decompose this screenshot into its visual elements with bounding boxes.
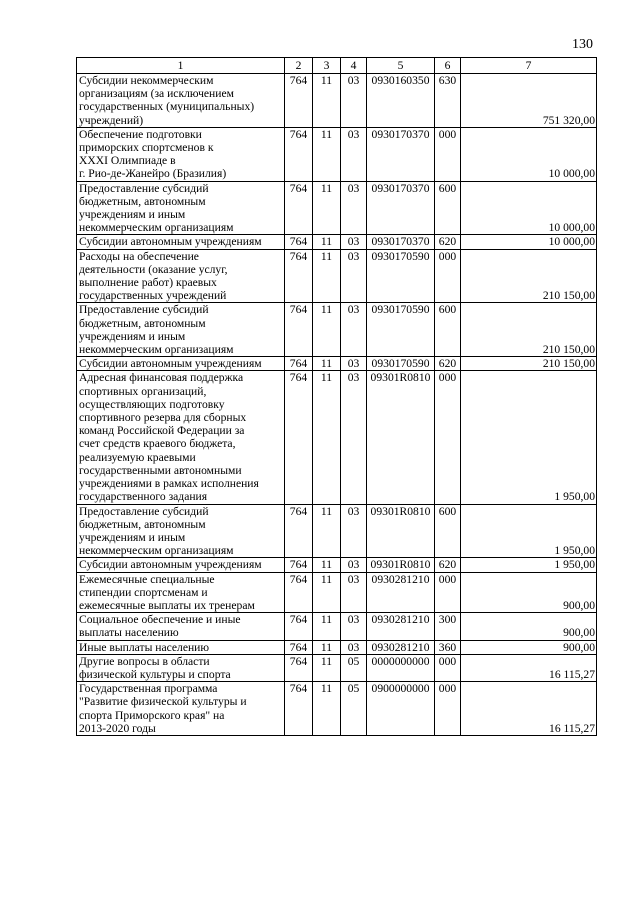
amount-cell: 900,00 [461,572,597,613]
page-number: 130 [572,37,593,52]
expense-type-cell: 620 [435,558,461,572]
table-row [77,613,597,640]
row-name-line: г. Рио-де-Жанейро (Бразилия) [79,167,227,181]
row-name-line: организациям (за исключением [79,87,234,101]
row-name-line: физической культуры и спорта [79,667,231,681]
subsection-code-cell: 03 [341,572,367,613]
ministry-code-cell: 764 [285,371,313,504]
table-row [77,127,597,181]
row-name-line: XXXI Олимпиаде в [79,154,176,168]
row-name-line: Социальное обеспечение и иные [79,613,241,627]
target-article-cell: 0930170590 [367,249,435,303]
target-article-cell: 0930170590 [367,303,435,357]
section-code-cell: 11 [313,682,341,736]
subsection-code-cell: 03 [341,249,367,303]
amount-cell: 1 950,00 [461,371,597,504]
subsection-code-cell: 03 [341,558,367,572]
row-name-line: спортивного резерва для сборных [79,411,247,425]
section-code-cell: 11 [313,558,341,572]
row-name-line: выплаты населению [79,626,179,640]
expense-type-cell: 630 [435,74,461,128]
expense-type-cell: 000 [435,654,461,681]
row-name-line: Государственная программа [79,682,218,696]
expense-type-cell: 360 [435,640,461,654]
expense-type-cell: 600 [435,181,461,235]
ministry-code-cell: 764 [285,357,313,371]
ministry-code-cell: 764 [285,303,313,357]
row-name-line: бюджетным, автономным [79,194,206,208]
expense-type-cell: 600 [435,303,461,357]
header-row [77,58,597,74]
table-row [77,249,597,303]
row-name-line: Субсидии автономным учреждениям [79,558,262,572]
row-name-line: Субсидии некоммерческим [79,74,214,87]
ministry-code-cell: 764 [285,613,313,640]
section-code-cell: 11 [313,654,341,681]
row-name-line: приморских спортсменов к [79,141,214,155]
row-name-line: спортивных организаций, [79,384,207,398]
row-name-cell [77,303,285,357]
section-code-cell: 11 [313,640,341,654]
row-name-cell [77,682,285,736]
row-name-line: государственными автономными [79,463,242,477]
section-code-cell: 11 [313,613,341,640]
ministry-code-cell: 764 [285,181,313,235]
header-cell-2: 2 [285,58,313,74]
table-row [77,303,597,357]
row-name-line: учреждений) [79,113,144,127]
table-row [77,235,597,249]
ministry-code-cell: 764 [285,640,313,654]
amount-cell: 1 950,00 [461,558,597,572]
section-code-cell: 11 [313,235,341,249]
expense-type-cell: 620 [435,357,461,371]
amount-cell: 16 115,27 [461,682,597,736]
subsection-code-cell: 03 [341,235,367,249]
header-cell-4: 4 [341,58,367,74]
row-name-line: государственного задания [79,490,208,504]
row-name-cell [77,357,285,371]
budget-table [76,57,597,736]
row-name-line: государственных учреждений [79,289,227,303]
target-article-cell: 0930170370 [367,235,435,249]
subsection-code-cell: 03 [341,181,367,235]
row-name-cell [77,371,285,504]
row-name-cell [77,249,285,303]
row-name-line: Ежемесячные специальные [79,572,215,586]
table-row [77,357,597,371]
row-name-cell [77,181,285,235]
subsection-code-cell: 03 [341,640,367,654]
header-cell-3: 3 [313,58,341,74]
target-article-cell: 0930170370 [367,127,435,181]
expense-type-cell: 000 [435,127,461,181]
row-name-line: деятельности (оказание услуг, [79,262,228,276]
table-row [77,181,597,235]
row-name-line: учреждениям и иным [79,329,186,343]
expense-type-cell: 620 [435,235,461,249]
header-cell-1: 1 [77,58,285,74]
expense-type-cell: 000 [435,572,461,613]
subsection-code-cell: 03 [341,74,367,128]
section-code-cell: 11 [313,357,341,371]
row-name-line: выполнение работ) краевых [79,276,217,290]
table-row [77,572,597,613]
amount-cell: 10 000,00 [461,127,597,181]
ministry-code-cell: 764 [285,74,313,128]
amount-cell: 1 950,00 [461,504,597,558]
table-row [77,371,597,504]
subsection-code-cell: 03 [341,357,367,371]
target-article-cell: 0930170370 [367,181,435,235]
table-body [77,74,597,736]
table-row [77,558,597,572]
target-article-cell: 0930160350 [367,74,435,128]
amount-cell: 210 150,00 [461,303,597,357]
amount-cell: 210 150,00 [461,357,597,371]
ministry-code-cell: 764 [285,504,313,558]
row-name-line: некоммерческим организациям [79,544,234,558]
row-name-line: Предоставление субсидий [79,504,209,518]
row-name-cell [77,640,285,654]
section-code-cell: 11 [313,181,341,235]
row-name-line: стипендии спортсменам и [79,585,208,599]
subsection-code-cell: 03 [341,127,367,181]
row-name-line: Иные выплаты населению [79,640,210,654]
row-name-line: Адресная финансовая поддержка [79,371,244,385]
target-article-cell: 0000000000 [367,654,435,681]
row-name-line: "Развитие физической культуры и [79,695,247,709]
row-name-cell [77,504,285,558]
subsection-code-cell: 05 [341,682,367,736]
row-name-line: некоммерческим организациям [79,343,234,357]
section-code-cell: 11 [313,249,341,303]
row-name-line: осуществляющих подготовку [79,397,225,411]
row-name-line: спорта Приморского края" на [79,708,225,722]
row-name-line: Предоставление субсидий [79,181,209,195]
header-cell-7: 7 [461,58,597,74]
row-name-line: некоммерческим организациям [79,221,234,235]
amount-cell: 900,00 [461,613,597,640]
target-article-cell: 09301R0810 [367,504,435,558]
header-cell-6: 6 [435,58,461,74]
target-article-cell: 0930281210 [367,572,435,613]
ministry-code-cell: 764 [285,682,313,736]
table-row [77,682,597,736]
row-name-line: Субсидии автономным учреждениям [79,235,262,249]
row-name-cell [77,235,285,249]
ministry-code-cell: 764 [285,235,313,249]
row-name-line: бюджетным, автономным [79,316,206,330]
subsection-code-cell: 03 [341,504,367,558]
table-row [77,504,597,558]
row-name-cell [77,613,285,640]
row-name-line: учреждениям и иным [79,530,186,544]
row-name-line: 2013-2020 годы [79,721,156,735]
row-name-cell [77,572,285,613]
section-code-cell: 11 [313,572,341,613]
amount-cell: 751 320,00 [461,74,597,128]
table-row [77,654,597,681]
expense-type-cell: 000 [435,371,461,504]
subsection-code-cell: 05 [341,654,367,681]
row-name-line: учреждениям и иным [79,208,186,222]
target-article-cell: 0900000000 [367,682,435,736]
expense-type-cell: 600 [435,504,461,558]
amount-cell: 210 150,00 [461,249,597,303]
section-code-cell: 11 [313,303,341,357]
table-row [77,640,597,654]
row-name-line: государственных (муниципальных) [79,100,255,114]
section-code-cell: 11 [313,127,341,181]
row-name-line: Обеспечение подготовки [79,127,202,141]
row-name-line: учреждениями в рамках исполнения [79,477,259,491]
expense-type-cell: 300 [435,613,461,640]
row-name-line: Расходы на обеспечение [79,249,199,263]
expense-type-cell: 000 [435,249,461,303]
target-article-cell: 0930281210 [367,613,435,640]
ministry-code-cell: 764 [285,127,313,181]
ministry-code-cell: 764 [285,558,313,572]
target-article-cell: 0930170590 [367,357,435,371]
ministry-code-cell: 764 [285,572,313,613]
table-row [77,74,597,128]
subsection-code-cell: 03 [341,303,367,357]
row-name-line: реализуемую краевыми [79,450,196,464]
target-article-cell: 0930281210 [367,640,435,654]
row-name-line: команд Российской Федерации за [79,424,245,438]
subsection-code-cell: 03 [341,371,367,504]
row-name-line: Другие вопросы в области [79,654,210,668]
subsection-code-cell: 03 [341,613,367,640]
ministry-code-cell: 764 [285,654,313,681]
ministry-code-cell: 764 [285,249,313,303]
expense-type-cell: 000 [435,682,461,736]
section-code-cell: 11 [313,504,341,558]
row-name-line: Предоставление субсидий [79,303,209,317]
row-name-line: бюджетным, автономным [79,517,206,531]
amount-cell: 16 115,27 [461,654,597,681]
target-article-cell: 09301R0810 [367,371,435,504]
row-name-line: счет средств краевого бюджета, [79,437,236,451]
amount-cell: 10 000,00 [461,181,597,235]
header-cell-5: 5 [367,58,435,74]
row-name-cell [77,74,285,128]
row-name-line: Субсидии автономным учреждениям [79,357,262,371]
amount-cell: 10 000,00 [461,235,597,249]
row-name-cell [77,558,285,572]
row-name-cell [77,127,285,181]
target-article-cell: 09301R0810 [367,558,435,572]
amount-cell: 900,00 [461,640,597,654]
row-name-cell [77,654,285,681]
section-code-cell: 11 [313,74,341,128]
row-name-line: ежемесячные выплаты их тренерам [79,598,255,612]
table-header [77,58,597,74]
section-code-cell: 11 [313,371,341,504]
